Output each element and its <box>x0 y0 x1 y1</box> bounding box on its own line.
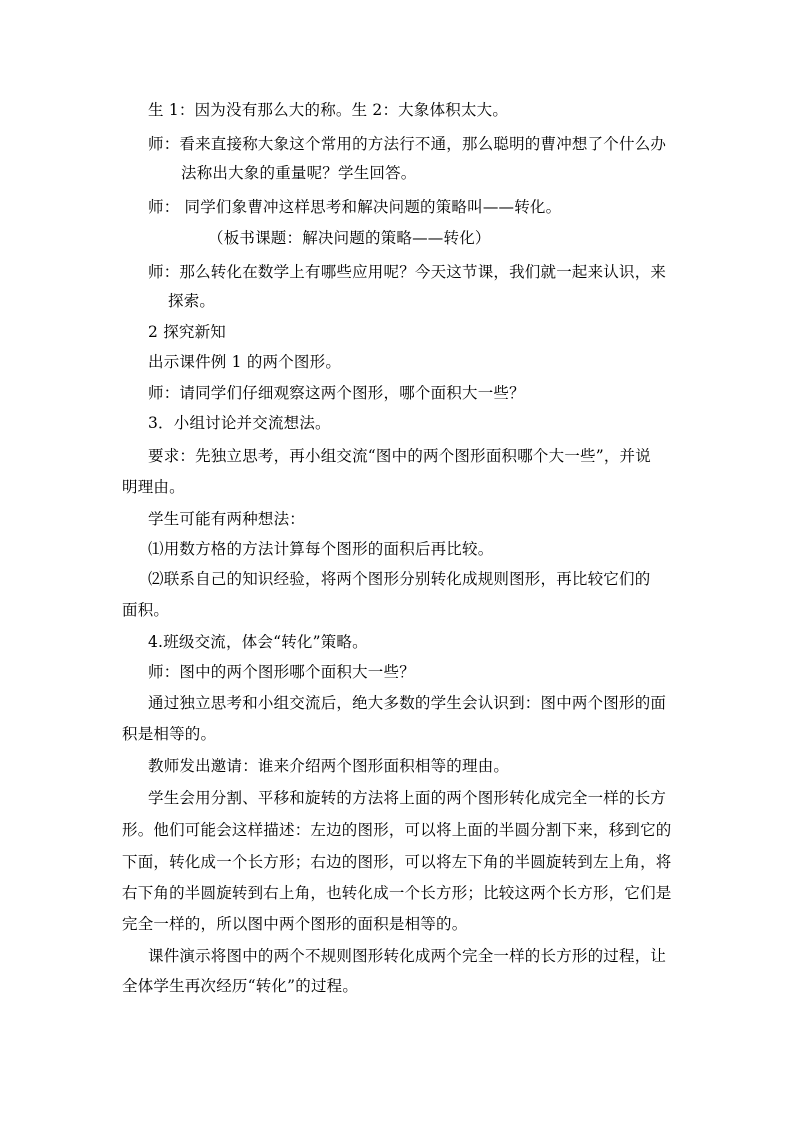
idea-1: ⑴用数方格的方法计算每个图形的面积后再比较。 <box>148 540 494 558</box>
conclusion-line-1: 通过独立思考和小组交流后，绝大多数的学生会认识到：图中两个图形的面 <box>148 694 667 712</box>
teacher-application-line-1: 师：那么转化在数学上有哪些应用呢？今天这节课，我们就一起来认识，来 <box>148 263 667 281</box>
idea-2-line-1: ⑵联系自己的知识经验，将两个图形分别转化成规则图形，再比较它们的 <box>148 570 651 588</box>
demo-line-1: 课件演示将图中的两个不规则图形转化成两个完全一样的长方形的过程，让 <box>148 947 667 965</box>
idea-2-line-2: 面积。 <box>122 601 170 619</box>
method-line-3: 下面，转化成一个长方形；右边的图形，可以将左下角的半圆旋转到左上角，将 <box>122 853 672 871</box>
conclusion-line-2: 积是相等的。 <box>122 725 217 743</box>
teacher-which-larger: 师：图中的两个图形哪个面积大一些？ <box>148 663 415 681</box>
section-heading-explore: 2 探究新知 <box>148 323 226 341</box>
student-ideas-intro: 学生可能有两种想法： <box>148 510 306 528</box>
method-line-1: 学生会用分割、平移和旋转的方法将上面的两个图形转化成完全一样的长方 <box>148 789 667 807</box>
method-line-2: 形。他们可能会这样描述：左边的图形，可以将上面的半圆分割下来，移到它的 <box>122 821 672 839</box>
teacher-invitation: 教师发出邀请：谁来介绍两个图形面积相等的理由。 <box>148 757 510 775</box>
teacher-question-line-1: 师：看来直接称大象这个常用的方法行不通，那么聪明的曹冲想了个什么办 <box>148 135 667 153</box>
requirement-line-2: 明理由。 <box>122 478 185 496</box>
teacher-question-line-2: 法称出大象的重量呢？学生回答。 <box>181 164 417 182</box>
teacher-application-line-2: 探索。 <box>168 292 216 310</box>
step-3-heading: 3．小组讨论并交流想法。 <box>148 414 331 432</box>
step-4-heading: 4.班级交流，体会“转化”策略。 <box>148 633 368 651</box>
requirement-line-1: 要求：先独立思考，再小组交流“图中的两个图形面积哪个大一些”，并说 <box>148 447 651 465</box>
method-line-5: 完全一样的，所以图中两个图形的面积是相等的。 <box>122 915 468 933</box>
dialogue-students-answer: 生 1：因为没有那么大的称。生 2：大象体积太大。 <box>148 101 509 119</box>
show-example-line: 出示课件例 1 的两个图形。 <box>148 353 342 371</box>
teacher-strategy-line: 师： 同学们象曹冲这样思考和解决问题的策略叫——转化。 <box>148 198 562 216</box>
demo-line-2: 全体学生再次经历“转化”的过程。 <box>122 977 359 995</box>
method-line-4: 右下角的半圆旋转到右上角，也转化成一个长方形；比较这两个长方形，它们是 <box>122 884 672 902</box>
blackboard-title-note: （板书课题：解决问题的策略——转化） <box>208 229 491 247</box>
teacher-observe-line: 师：请同学们仔细观察这两个图形，哪个面积大一些？ <box>148 384 525 402</box>
